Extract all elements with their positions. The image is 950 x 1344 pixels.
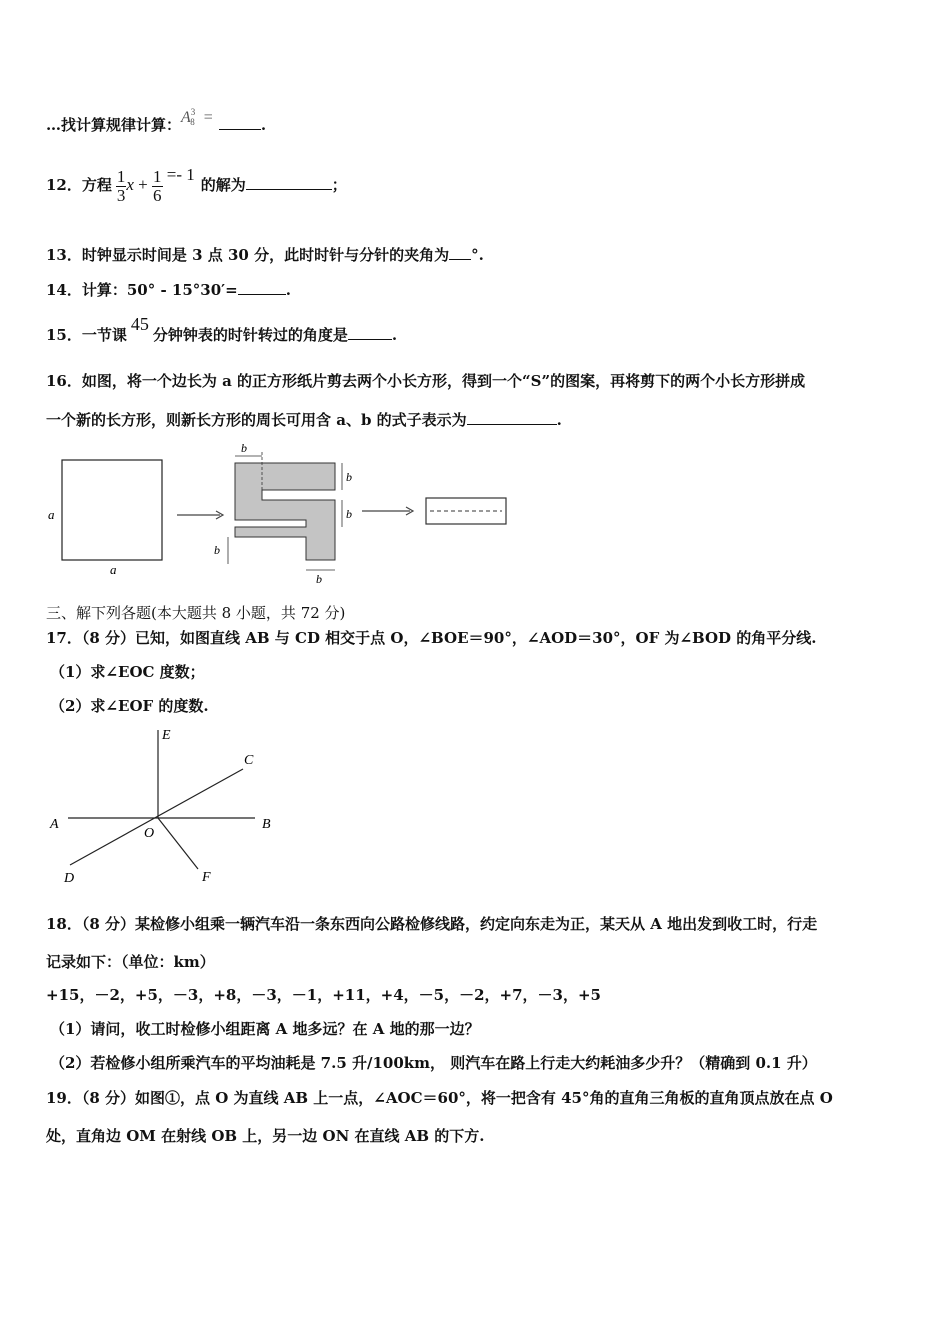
question-18-records: +15，－2，+5，－3，+8，－3，－1，+11，+4，－5，－2，+7，－3，+5 (46, 986, 601, 1004)
label-b-left: b (214, 543, 220, 557)
label-o: O (144, 826, 155, 841)
line-cd (70, 769, 243, 865)
label-a: A (50, 817, 59, 832)
answer-blank (348, 325, 392, 340)
label-b: B (262, 817, 271, 832)
label-b-right-2: b (346, 507, 352, 521)
fraction-one-third: $\frac{1}{3}$ (116, 166, 126, 205)
square (62, 460, 162, 560)
question-18-line-1: 18．（8 分）某检修小组乘一辆汽车沿一条东西向公路检修线路，约定向东走为正，某天从 A 地出发到收工时，行走 (46, 915, 818, 933)
question-19-line-1: 19．（8 分）如图①，点 O 为直线 AB 上一点，∠AOC＝60°，将一把含有 45°角的直角三角板的直角顶点放在点 O (46, 1089, 833, 1107)
section-3-title: 三、解下列各题(本大题共 8 小题，共 72 分) (46, 604, 346, 622)
answer-blank (238, 280, 286, 295)
question-18-part-2: （2）若检修小组所乘汽车的平均油耗是 7.5 升/100km， 则汽车在路上行走大约耗油多少升？（精确到 0.1 升） (50, 1054, 817, 1072)
question-12: 12．方程 $\frac{1}{3}$ x + $\frac{1}{6}$ =- 1的解为 ； (46, 165, 347, 205)
s-shape (235, 463, 335, 560)
answer-blank (246, 175, 332, 190)
figure-s-shape (40, 440, 520, 590)
answer-blank (467, 410, 557, 425)
label-a-side: a (48, 507, 55, 522)
question-16-line-1: 16．如图，将一个边长为 a 的正方形纸片剪去两个小长方形，得到一个“S”的图案，再将剪下的两个小长方形拼成 (46, 372, 806, 390)
question-16-line-2: 一个新的长方形，则新长方形的周长可用含 a、b 的式子表示为 . (46, 411, 562, 429)
question-11: …找计算规律计算：$A^38$ = . (46, 107, 267, 134)
fraction-one-sixth: $\frac{1}{6}$ (153, 166, 162, 205)
ray-of (158, 818, 198, 869)
question-18-part-1: （1）请问，收工时检修小组距离 A 地多远？在 A 地的那一边？ (50, 1020, 480, 1038)
label-d: D (64, 871, 75, 886)
permutation-expression: $A^38$ = (181, 107, 213, 127)
question-17-part-1: （1）求∠EOC 度数； (50, 663, 205, 681)
label-f: F (202, 870, 211, 885)
label-e: E (162, 728, 171, 743)
label-b-top: b (241, 441, 247, 455)
question-14: 14．计算：50° - 15°30′= . (46, 281, 291, 299)
question-17: 17．（8 分）已知，如图直线 AB 与 CD 相交于点 O，∠BOE＝90°，∠AOD＝30°，OF 为∠BOD 的角平分线. (46, 629, 817, 647)
question-19-line-2: 处，直角边 OM 在射线 OB 上，另一边 ON 在直线 AB 的下方. (46, 1127, 485, 1145)
answer-blank (449, 245, 471, 260)
label-c: C (244, 753, 254, 768)
question-17-part-2: （2）求∠EOF 的度数. (50, 697, 209, 715)
question-15: 15．一节课45分钟钟表的时针转过的角度是 . (46, 314, 398, 344)
figure-intersecting-lines (40, 722, 300, 892)
question-18-line-2: 记录如下：（单位：km） (46, 953, 215, 971)
label-b-bottom: b (316, 572, 322, 586)
label-b-right-1: b (346, 470, 352, 484)
label-a-bottom: a (110, 562, 117, 577)
question-13: 13．时钟显示时间是 3 点 30 分，此时时针与分针的夹角为 °. (46, 246, 484, 264)
answer-blank (219, 115, 261, 130)
